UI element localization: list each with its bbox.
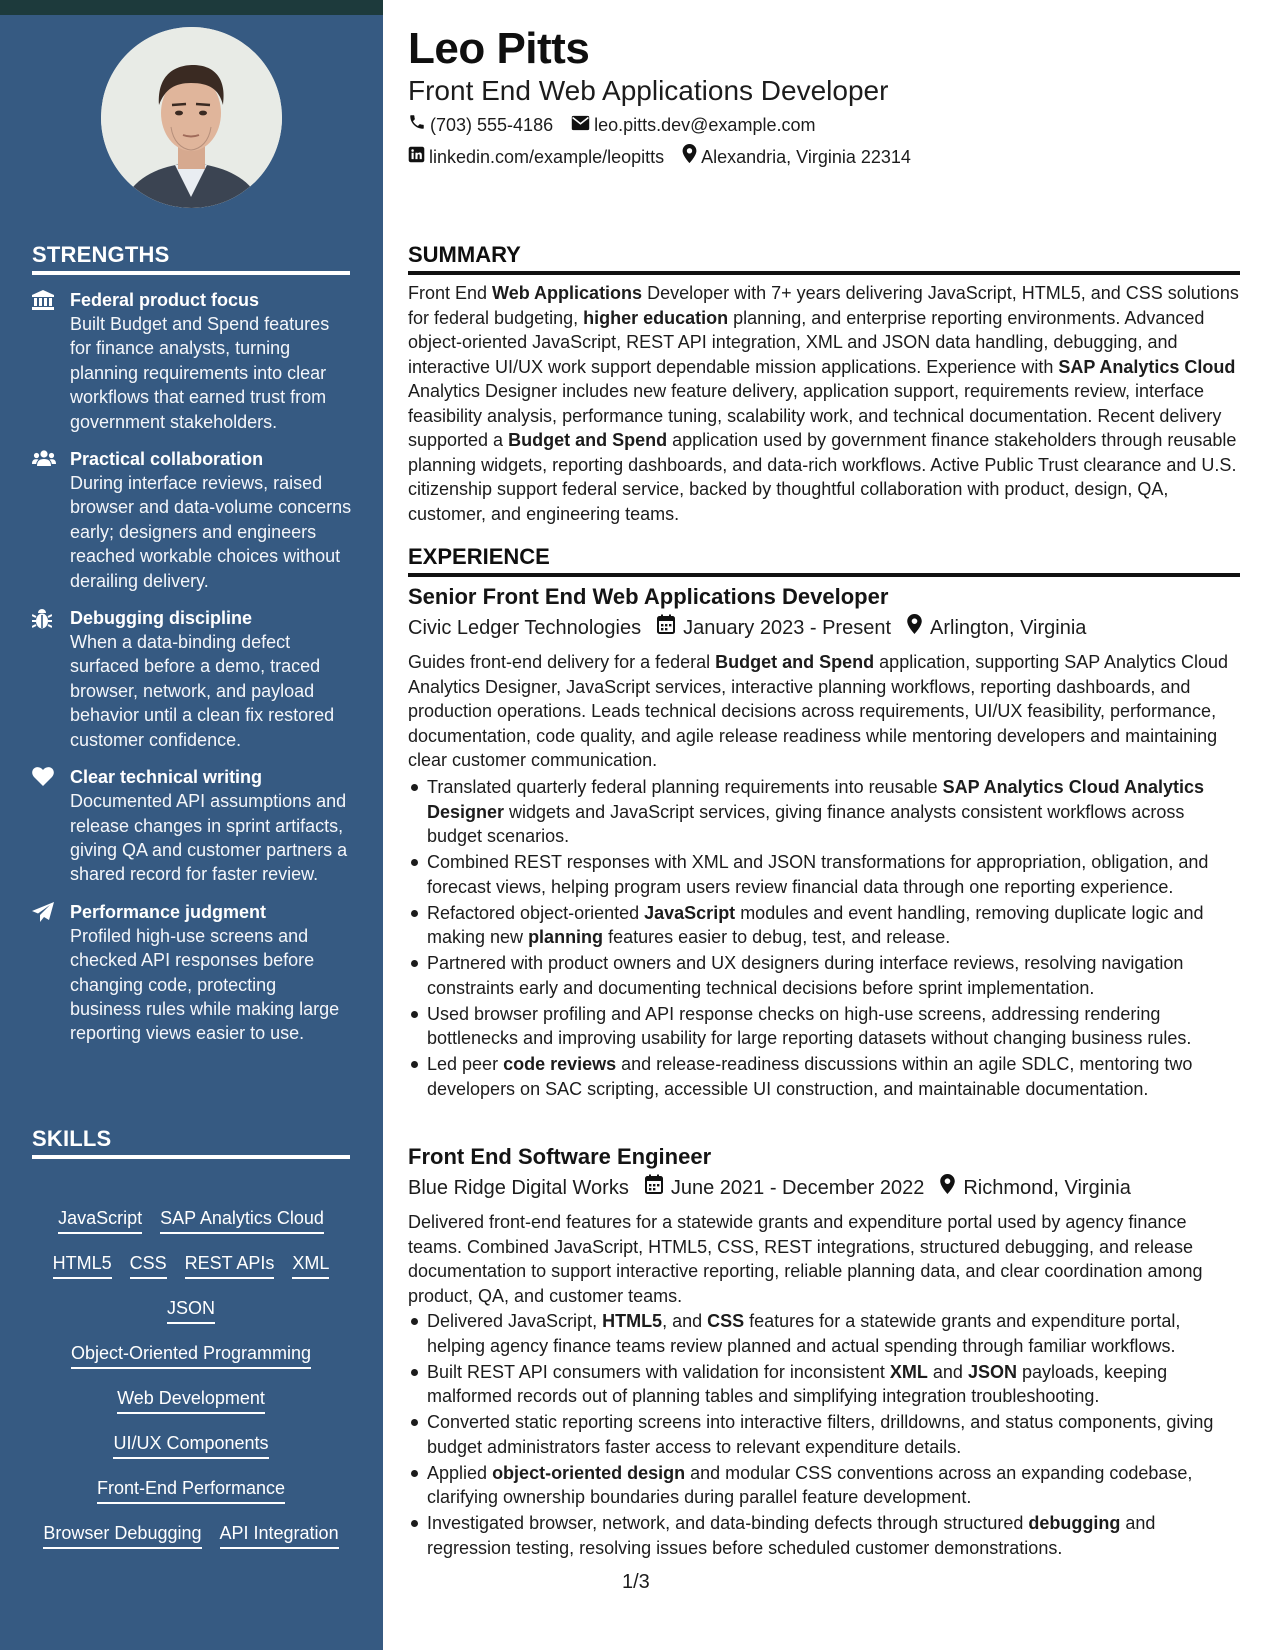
text-run: Front End [408, 283, 493, 303]
bank-icon [32, 288, 70, 434]
skills-list [32, 1206, 350, 1566]
skill-tag: Object-Oriented Programming [71, 1341, 311, 1369]
text-run: Developer with 7+ years delivering JavaScript, HTML5, and CSS solutions for federal budgeting, [408, 283, 1239, 328]
skill-tag: JSON [167, 1296, 215, 1324]
text-run: Applied [427, 1462, 493, 1483]
heart-icon [32, 765, 70, 887]
job-location [940, 1174, 1131, 1202]
skills-row [32, 1521, 350, 1566]
job-dates-text: June 2021 - December 2022 [670, 1177, 925, 1199]
candidate-name: Leo Pitts [408, 24, 590, 73]
bullet-item [408, 850, 1240, 899]
contact-row-1 [408, 113, 815, 137]
linkedin-contact[interactable] [408, 144, 664, 169]
strength-title: Debugging discipline [70, 608, 253, 629]
text-run: widgets and JavaScript services, giving finance analysts consistent workflows across budget scenarios. [427, 801, 1185, 846]
bullet-item [408, 1360, 1240, 1409]
contact-row-2 [408, 144, 911, 169]
page-number: 1/3 [622, 1571, 650, 1593]
skill-tag: CSS [130, 1251, 167, 1279]
text-run: and [927, 1361, 968, 1382]
job-intro [408, 650, 1240, 773]
strength-title: Practical collaboration [70, 449, 264, 470]
job-dates [645, 1174, 925, 1202]
candidate-title: Front End Web Applications Developer [408, 75, 889, 106]
calendar-icon [657, 614, 675, 642]
phone-contact [408, 113, 553, 137]
emphasis-text: HTML5 [602, 1311, 663, 1331]
email-text[interactable]: leo.pitts.dev@example.com [594, 115, 816, 135]
text-run: Used browser profiling and API response checks on high-use screens, addressing rendering bottlenecks and improving usability for large reporting datasets without changing business rules. [427, 1003, 1192, 1048]
emphasis-text: CSS [707, 1311, 745, 1331]
job-title: Senior Front End Web Applications Developer [408, 584, 889, 609]
company-name: Civic Ledger Technologies [408, 617, 642, 639]
emphasis-text: JSON [967, 1361, 1017, 1382]
job-dates-text: January 2023 - Present [683, 617, 892, 639]
text-run: Translated quarterly federal planning requirements into reusable [427, 777, 943, 797]
bullet-item [408, 1511, 1240, 1560]
text-run: , and [662, 1311, 708, 1331]
strength-title: Federal product focus [70, 290, 260, 310]
strengths-heading: STRENGTHS [32, 242, 350, 275]
map-pin-icon [907, 614, 922, 642]
users-icon [32, 447, 70, 593]
skills-row [32, 1476, 350, 1521]
strength-item [32, 900, 352, 1046]
strength-item [32, 447, 352, 593]
text-run: application used by government finance stakeholders through reusable planning widgets, reporting dashboards, and data-rich workflows. Active Public Trust clearance and U.S. citizenship support federal service, backed by thoughtful collaboration with product, design, QA, customer, and engineering teams. [408, 430, 1237, 524]
sidebar-top-bar [0, 0, 383, 15]
text-run: and regression testing, resolving issues before scheduled customer demonstrations. [427, 1513, 1156, 1558]
phone-text: (703) 555-4186 [430, 115, 554, 135]
strength-item [32, 765, 352, 887]
emphasis-text: Budget and Spend [715, 652, 875, 672]
profile-photo [101, 27, 282, 208]
company-name: Blue Ridge Digital Works [408, 1177, 629, 1199]
skill-tag: SAP Analytics Cloud [160, 1206, 324, 1234]
job-bullets [408, 775, 1240, 1103]
skills-row [32, 1431, 350, 1476]
bullet-item [408, 1052, 1240, 1101]
calendar-icon [645, 1174, 663, 1202]
job-location [907, 614, 1086, 642]
strengths-list [32, 288, 352, 1059]
text-run: Guides front-end delivery for a federal [408, 652, 716, 672]
bullet-item [408, 775, 1240, 849]
skills-row [32, 1341, 350, 1386]
skill-tag: HTML5 [53, 1251, 112, 1279]
bug-icon [32, 606, 70, 752]
emphasis-text: JavaScript [644, 902, 736, 923]
emphasis-text: debugging [1028, 1513, 1121, 1533]
strength-description: When a data-binding defect surfaced before a demo, traced browser, network, and payload behavior until a clean fix restored customer confidence. [70, 632, 335, 750]
emphasis-text: object-oriented design [492, 1462, 686, 1483]
text-run: Delivered JavaScript, [427, 1311, 603, 1331]
job-dates [657, 614, 891, 642]
skill-tag: Front-End Performance [97, 1476, 285, 1504]
text-run: planning, and enterprise reporting environments. Advanced object-oriented JavaScript, REST API integration, XML and JSON data handling, debugging, and interactive UI/UX work support dependable mission applications. Experience with [408, 307, 1205, 377]
text-run: and modular CSS conventions across an expanding codebase, clarifying ownership boundaries during parallel feature development. [427, 1462, 1193, 1507]
location-contact [682, 144, 911, 169]
text-run: Analytics Designer includes new feature delivery, application support, requirements review, interface feasibility analysis, performance tuning, scalability work, and technical documentation. Recent delivery supported a [408, 381, 1222, 450]
text-run: Built REST API consumers with validation for inconsistent [427, 1361, 890, 1382]
job-location-text: Richmond, Virginia [963, 1177, 1131, 1199]
emphasis-text: code reviews [503, 1054, 617, 1074]
strength-text [70, 900, 352, 1046]
strength-title: Performance judgment [70, 901, 267, 922]
experience-heading: EXPERIENCE [408, 544, 1240, 577]
strength-text [70, 447, 352, 593]
skills-row [32, 1386, 350, 1431]
linkedin-icon [408, 145, 425, 169]
text-run: payloads, keeping malformed records out of planning tables and simplifying integration troubleshooting. [427, 1361, 1168, 1406]
skill-tag: Web Development [117, 1386, 265, 1414]
skill-tag: UI/UX Components [113, 1431, 268, 1459]
text-run: and release-readiness discussions within an agile SDLC, mentoring two developers on SAC scripting, accessible UI construction, and maintainable documentation. [427, 1054, 1193, 1099]
skill-tag: XML [292, 1251, 329, 1279]
job-title: Front End Software Engineer [408, 1144, 712, 1169]
text-run: Combined REST responses with XML and JSON transformations for appropriation, obligation, and forecast views, helping program users review financial data through one reporting experience. [427, 852, 1209, 897]
summary-text [408, 281, 1240, 526]
skill-tag: Browser Debugging [43, 1521, 201, 1549]
skill-tag: REST APIs [185, 1251, 275, 1279]
sidebar [0, 0, 383, 1650]
text-run: application, supporting SAP Analytics Cloud Analytics Designer, JavaScript services, interactive planning workflows, reporting dashboards, and production operations. Leads technical decisions across requirements, UI/UX feasibility, performance, documentation, code quality, and agile release readiness while mentoring developers and maintaining clear customer communication. [408, 652, 1229, 770]
job-meta [408, 614, 1086, 642]
strength-item [32, 288, 352, 434]
text-run: features for a statewide grants and expenditure portal, helping agency finance teams review planned and actual spending through familiar workflows. [427, 1311, 1181, 1356]
skill-tag: API Integration [220, 1521, 339, 1549]
strength-text [70, 765, 352, 887]
strength-description: Documented API assumptions and release changes in sprint artifacts, giving QA and customer partners a shared record for faster review. [70, 791, 348, 885]
text-run: Investigated browser, network, and data-binding defects through structured [427, 1513, 1029, 1533]
bullet-item [408, 1002, 1240, 1051]
location-text: Alexandria, Virginia 22314 [701, 146, 911, 167]
paper-plane-icon [32, 900, 70, 1046]
emphasis-text: Budget and Spend [508, 430, 668, 450]
emphasis-text: SAP Analytics Cloud [1058, 356, 1236, 377]
email-contact[interactable] [571, 113, 815, 137]
bullet-item [408, 1461, 1240, 1510]
bullet-item [408, 901, 1240, 950]
strength-item [32, 606, 352, 752]
job-bullets [408, 1309, 1240, 1562]
text-run: Refactored object-oriented [427, 902, 645, 923]
strength-description: Profiled high-use screens and checked API responses before changing code, protecting business rules while making large reporting views easier to use. [70, 925, 340, 1044]
strength-title: Clear technical writing [70, 767, 263, 788]
text-run: Partnered with product owners and UX designers during interface reviews, resolving navigation constraints early and documenting technical decisions before sprint implementation. [427, 953, 1184, 998]
text-run: features easier to debug, test, and release. [603, 927, 951, 947]
map-pin-icon [940, 1174, 955, 1202]
skills-row [32, 1206, 350, 1251]
emphasis-text: Web Applications [492, 283, 643, 303]
text-run: modules and event handling, removing duplicate logic and making new [427, 902, 1204, 947]
envelope-icon [571, 113, 590, 137]
phone-icon [408, 113, 426, 137]
bullet-item [408, 951, 1240, 1000]
job-intro [408, 1210, 1240, 1308]
strength-description: Built Budget and Spend features for finance analysts, turning planning requirements into clear workflows that earned trust from government stakeholders. [70, 314, 330, 432]
text-run: Led peer [427, 1054, 504, 1074]
job-location-text: Arlington, Virginia [930, 617, 1087, 639]
summary-heading: SUMMARY [408, 242, 1240, 275]
emphasis-text: planning [528, 927, 604, 947]
map-pin-icon [682, 144, 697, 169]
job-meta [408, 1174, 1131, 1202]
skill-tag: JavaScript [58, 1206, 142, 1234]
strength-text [70, 288, 352, 434]
skills-heading: SKILLS [32, 1126, 350, 1159]
text-run: Converted static reporting screens into interactive filters, drilldowns, and status components, giving budget administrators faster access to relevant expenditure details. [427, 1412, 1214, 1457]
bullet-item [408, 1410, 1240, 1459]
emphasis-text: SAP Analytics Cloud Analytics Designer [427, 777, 1205, 822]
bullet-item [408, 1309, 1240, 1358]
emphasis-text: XML [889, 1361, 928, 1382]
skills-row [32, 1251, 350, 1296]
text-run: Delivered front-end features for a statewide grants and expenditure portal used by agency finance teams. Combined JavaScript, HTML5, CSS, REST integrations, structured debugging, and release documentation to support interactive reporting, reliable planning data, and clear coordination among product, QA, and customer teams. [408, 1212, 1203, 1306]
emphasis-text: higher education [583, 307, 729, 328]
skills-row [32, 1296, 350, 1341]
linkedin-text[interactable]: linkedin.com/example/leopitts [429, 146, 665, 167]
strength-text [70, 606, 352, 752]
strength-description: During interface reviews, raised browser and data-volume concerns early; designers and engineers reached workable choices without derailing delivery. [70, 473, 352, 591]
